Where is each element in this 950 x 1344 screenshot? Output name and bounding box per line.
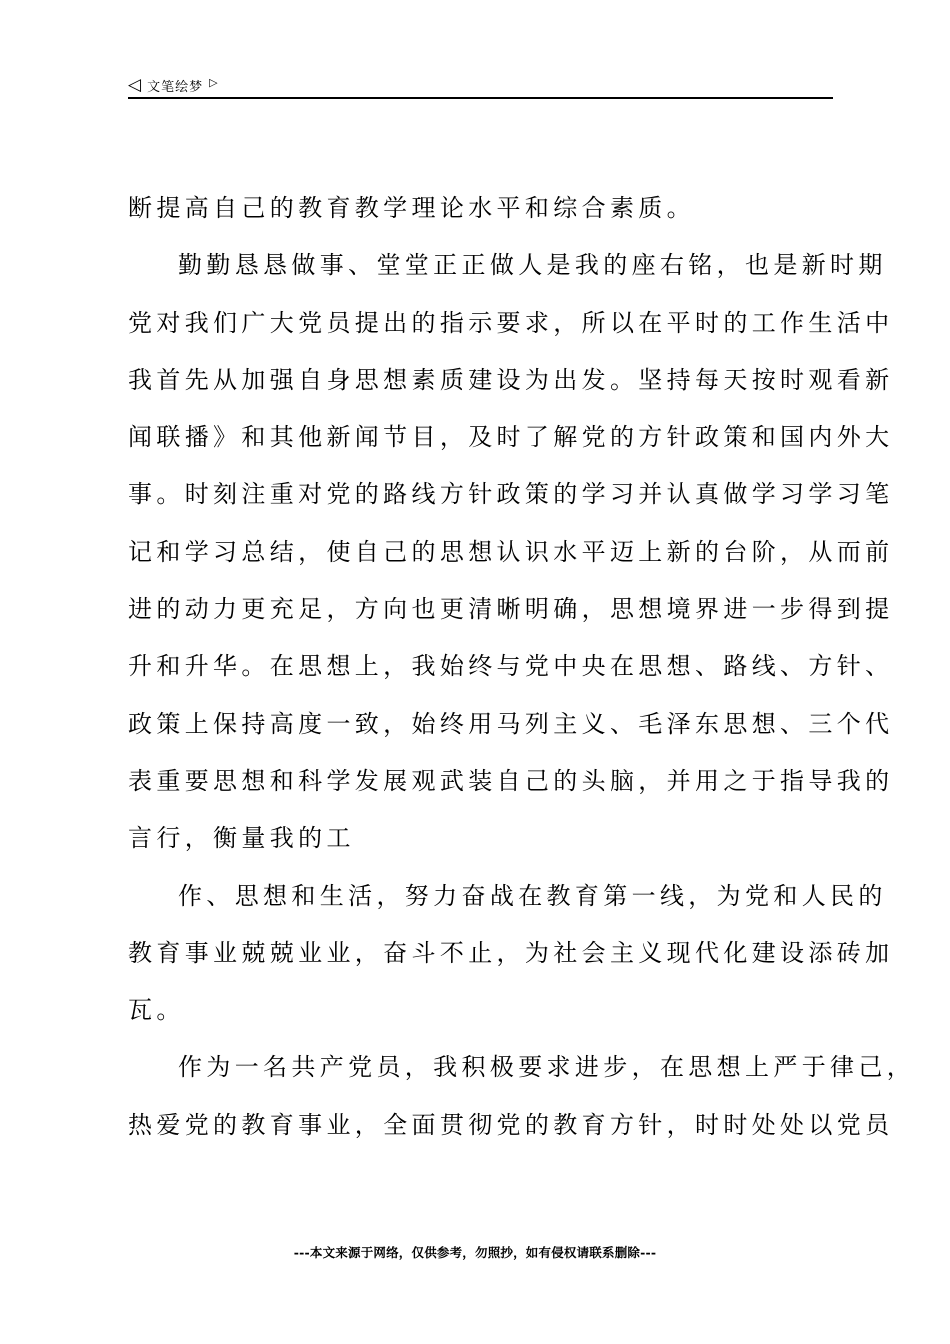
- body-line: 断提高自己的教育教学理论水平和综合素质。: [128, 194, 695, 222]
- page-header: [128, 74, 832, 96]
- body-line: 作、思想和生活，努力奋战在教育第一线，为党和人民的: [178, 881, 887, 910]
- body-line: 勤勤恳恳做事、堂堂正正做人是我的座右铭，也是新时期: [178, 251, 887, 280]
- body-line: 进的动力更充足，方向也更清晰明确，思想境界进一步得到提: [128, 595, 894, 624]
- body-line: 表重要思想和科学发展观武装自己的头脑，并用之于指导我的: [128, 766, 894, 795]
- body-line: 热爱党的教育事业，全面贯彻党的教育方针，时时处处以党员: [128, 1110, 894, 1139]
- document-body: [128, 180, 916, 1154]
- header-brand: 文笔绘梦: [147, 79, 204, 95]
- body-line: 记和学习总结，使自己的思想认识水平迈上新的台阶，从而前: [128, 537, 894, 566]
- header-divider: [128, 97, 833, 99]
- body-line: 党对我们广大党员提出的指示要求，所以在平时的工作生活中: [128, 308, 894, 337]
- body-line: 我首先从加强自身思想素质建设为出发。坚持每天按时观看新: [128, 365, 894, 394]
- footer-disclaimer: ---本文来源于网络，仅供参考，勿照抄，如有侵权请联系删除---: [293, 1245, 657, 1260]
- triangle-left-icon: ◁: [128, 74, 142, 95]
- body-line: 闻联播》和其他新闻节目，及时了解党的方针政策和国内外大: [128, 423, 894, 452]
- body-line: 言行，衡量我的工: [128, 824, 355, 853]
- body-line: 政策上保持高度一致，始终用马列主义、毛泽东思想、三个代: [128, 709, 894, 738]
- body-line: 教育事业兢兢业业，奋斗不止，为社会主义现代化建设添砖加: [128, 938, 894, 967]
- body-line: 事。时刻注重对党的路线方针政策的学习并认真做学习学习笔: [128, 480, 894, 509]
- body-line: 作为一名共产党员，我积极要求进步，在思想上严于律己，: [178, 1053, 916, 1082]
- body-line: 瓦。: [128, 996, 185, 1025]
- body-line: 升和升华。在思想上，我始终与党中央在思想、路线、方针、: [128, 652, 894, 681]
- triangle-right-icon: ▷: [209, 75, 218, 89]
